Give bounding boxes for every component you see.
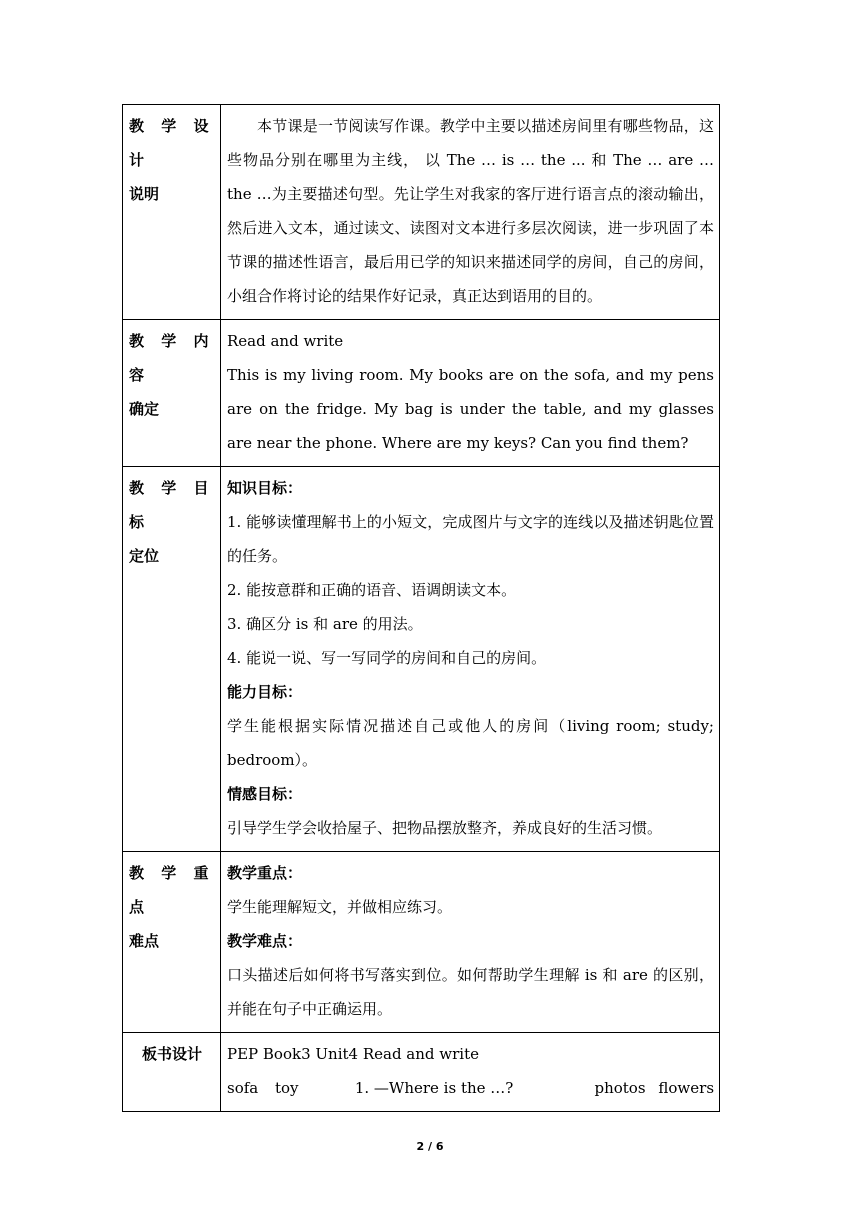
row-board-design <box>123 1033 720 1112</box>
label-design-notes: 教 学 设 计 说明 <box>123 105 221 320</box>
knowledge-goal-2: 2. 能按意群和正确的语音、语调朗读文本。 <box>227 581 517 599</box>
label-teaching-goals: 教 学 目 标 定位 <box>123 467 221 852</box>
board-word-sofa: sofa <box>227 1079 259 1097</box>
lesson-plan-table <box>122 104 720 1112</box>
content-board-design <box>221 1033 720 1112</box>
board-question: 1. —Where is the …? <box>354 1079 514 1097</box>
design-notes-text: 本节课是一节阅读写作课。教学中主要以描述房间里有哪些物品，这些物品分别在哪里为主线， 以 The … is … the ... 和 The … are … the …为主要描述句型。先让学生对我家的客厅进行语言点的滚动输出，然后进入文本，通过读文、读图对文本进行多层次阅读，进一步巩固了本节课的描述性语言，最后用已学的知识来描述同学的房间，自己的房间，小组合作将讨论的结果作好记录，真正达到语用的目的。 <box>227 117 714 305</box>
ability-goals-heading: 能力目标： <box>227 683 303 701</box>
difficulty-heading: 教学难点： <box>227 932 303 950</box>
content-teaching-goals <box>221 467 720 852</box>
board-word-photos: photos <box>594 1079 646 1097</box>
knowledge-goal-3: 3. 确区分 is 和 are 的用法。 <box>227 615 423 633</box>
content-key-points <box>221 852 720 1033</box>
row-key-points <box>123 852 720 1033</box>
label-board-design: 板书设计 <box>123 1033 221 1112</box>
emotion-goals-heading: 情感目标： <box>227 785 303 803</box>
knowledge-goal-1: 1. 能够读懂理解书上的小短文，完成图片与文字的连线以及描述钥匙位置的任务。 <box>227 513 714 565</box>
board-title: PEP Book3 Unit4 Read and write <box>227 1045 479 1063</box>
content-teaching-content <box>221 320 720 467</box>
knowledge-goals-heading: 知识目标： <box>227 479 303 497</box>
emotion-goal: 引导学生学会收拾屋子、把物品摆放整齐，养成良好的生活习惯。 <box>227 819 663 837</box>
board-word-toy: toy <box>274 1079 299 1097</box>
content-design-notes <box>221 105 720 320</box>
ability-goal: 学生能根据实际情况描述自己或他人的房间（living room; study; bedroom）。 <box>227 717 714 769</box>
row-teaching-content <box>123 320 720 467</box>
board-word-flowers: flowers <box>658 1079 715 1097</box>
knowledge-goal-4: 4. 能说一说、写一写同学的房间和自己的房间。 <box>227 649 547 667</box>
label-key-points: 教 学 重 点 难点 <box>123 852 221 1033</box>
label-teaching-content: 教 学 内 容 确定 <box>123 320 221 467</box>
focus-heading: 教学重点： <box>227 864 303 882</box>
reading-title: Read and write <box>227 332 344 350</box>
board-words-row <box>227 1071 714 1105</box>
focus-text: 学生能理解短文，并做相应练习。 <box>227 898 453 916</box>
reading-text: This is my living room. My books are on the sofa, and my pens are on the fridge. My bag is under the table, and my glasses are near the phone. Where are my keys? Can you find them? <box>227 366 714 452</box>
page-number: 2 / 6 <box>416 1140 444 1153</box>
row-teaching-goals <box>123 467 720 852</box>
difficulty-text: 口头描述后如何将书写落实到位。如何帮助学生理解 is 和 are 的区别，并能在句子中正确运用。 <box>227 966 714 1018</box>
row-design-notes <box>123 105 720 320</box>
